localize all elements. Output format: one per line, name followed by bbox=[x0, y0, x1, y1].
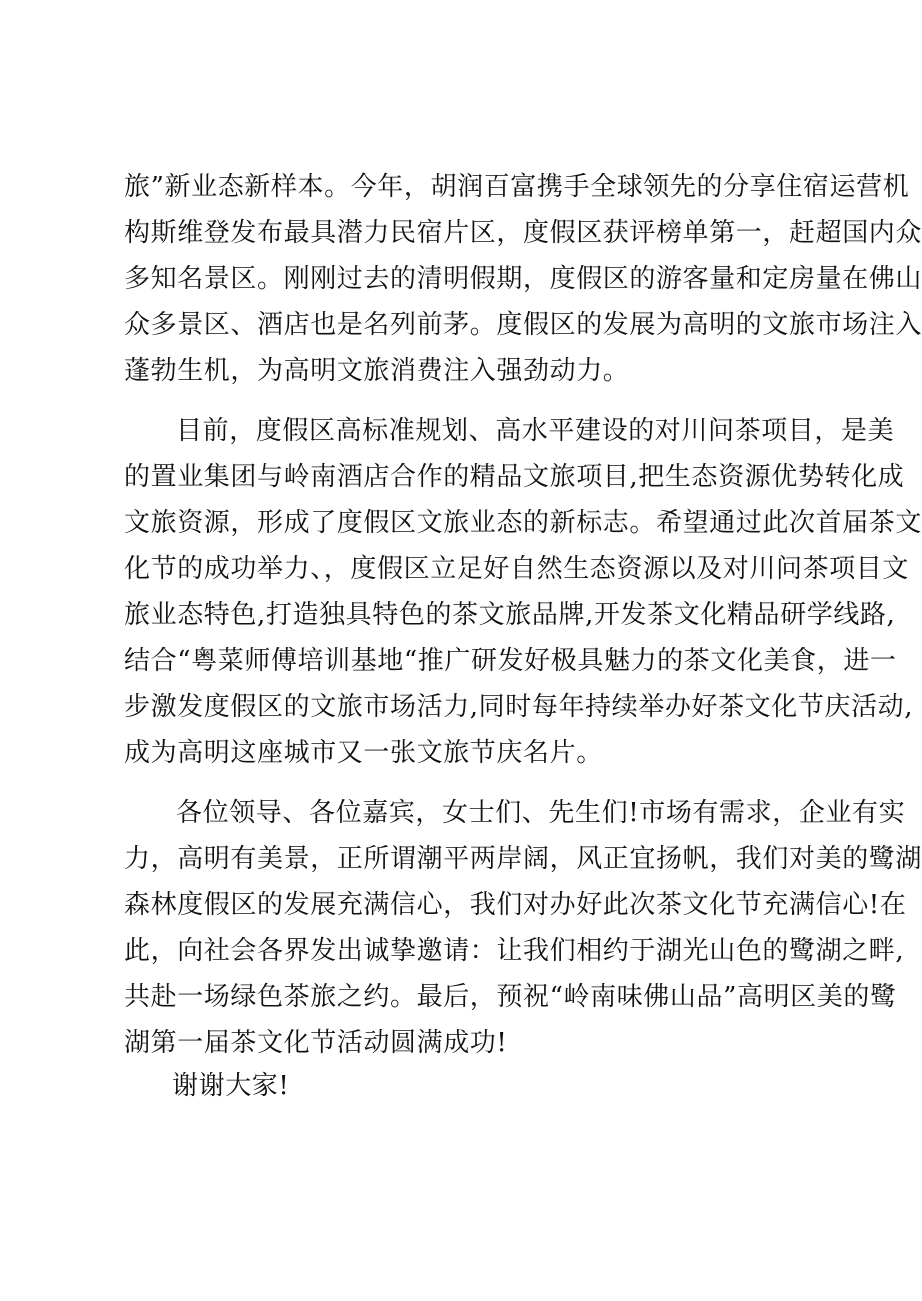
text-line: 多知名景区。刚刚过去的清明假期，度假区的游客量和定房量在佛山 bbox=[124, 264, 922, 294]
text-line: 森林度假区的发展充满信心，我们对办好此次茶文化节充满信心!在 bbox=[124, 890, 907, 920]
text-line: 成为高明这座城市又一张文旅节庆名片。 bbox=[124, 738, 603, 768]
closing-thanks: 谢谢大家! bbox=[172, 1071, 290, 1101]
paragraph-invitation bbox=[124, 790, 922, 1066]
text-line: 各位领导、各位嘉宾，女士们、先生们!市场有需求，企业有实 bbox=[176, 798, 906, 828]
text-line: 文旅资源，形成了度假区文旅业态的新标志。希望通过此次首届茶文 bbox=[124, 508, 922, 538]
text-line: 结合“粤菜师傅培训基地“推广研发好极具魅力的茶文化美食，进一 bbox=[124, 646, 897, 676]
text-line: 此，向社会各界发出诚挚邀请：让我们相约于湖光山色的鹭湖之畔, bbox=[124, 936, 905, 966]
text-line: 构斯维登发布最具潜力民宿片区，度假区获评榜单第一，赶超国内众 bbox=[124, 218, 922, 248]
speech-text bbox=[124, 164, 922, 1106]
text-line: 众多景区、酒店也是名列前茅。度假区的发展为高明的文旅市场注入 bbox=[124, 310, 922, 340]
paragraph-tea-project bbox=[124, 408, 922, 776]
text-line: 共赴一场绿色茶旅之约。最后，预祝“岭南味佛山品”高明区美的鹭 bbox=[124, 982, 897, 1012]
paragraph-tourism-market bbox=[124, 164, 922, 394]
text-line: 蓬勃生机，为高明文旅消费注入强劲动力。 bbox=[124, 356, 630, 386]
text-line: 目前，度假区高标准规划、高水平建设的对川问茶项目，是美 bbox=[176, 416, 895, 446]
text-line: 的置业集团与岭南酒店合作的精品文旅项目,把生态资源优势转化成 bbox=[124, 462, 905, 492]
text-line: 湖第一届茶文化节活动圆满成功! bbox=[124, 1028, 508, 1058]
text-line: 化节的成功举力、，度假区立足好自然生态资源以及对川问茶项目文 bbox=[124, 554, 910, 584]
text-line: 步激发度假区的文旅市场活力,同时每年持续举办好茶文化节庆活动, bbox=[124, 692, 914, 722]
text-line: 力，高明有美景，正所谓潮平两岸阔，风正宜扬帆，我们对美的鹭湖 bbox=[124, 844, 922, 874]
text-line: 旅业态特色,打造独具特色的茶文旅品牌,开发茶文化精品研学线路, bbox=[124, 600, 896, 630]
text-line: 旅”新业态新样本。今年，胡润百富携手全球领先的分享住宿运营机 bbox=[124, 172, 910, 202]
